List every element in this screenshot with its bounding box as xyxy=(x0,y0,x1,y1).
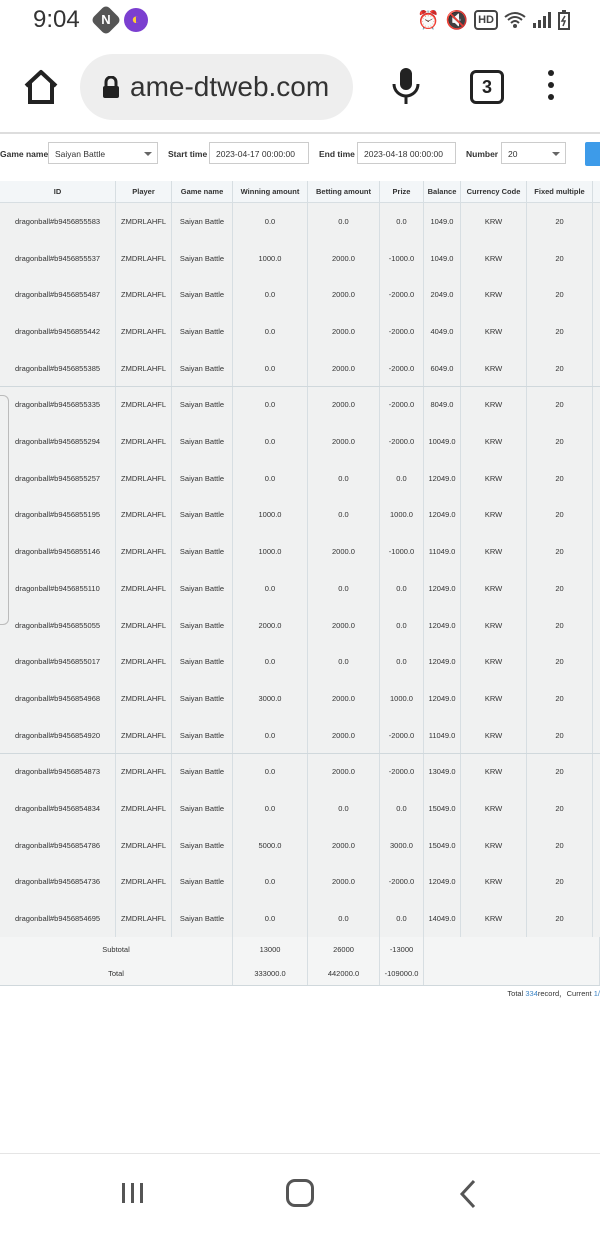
table-row xyxy=(0,350,600,388)
cell-game-name: Saiyan Battle xyxy=(172,240,233,277)
cell-currency-code: KRW xyxy=(461,827,527,864)
cell-balance: 12049.0 xyxy=(424,607,461,644)
cell-balance: 8049.0 xyxy=(424,387,461,424)
table-row xyxy=(0,240,600,278)
cell-currency-code: KRW xyxy=(461,790,527,827)
cell-id: dragonball#b9456855146 xyxy=(0,533,116,570)
cell-prize: -2000.0 xyxy=(380,754,424,791)
end-time-input[interactable]: 2023-04-18 00:00:00 xyxy=(357,142,456,164)
cell-prize: -2000.0 xyxy=(380,350,424,387)
cell-fixed-multiple: 20 xyxy=(527,387,593,424)
browser-toolbar xyxy=(0,42,600,132)
cell-betting-amount: 0.0 xyxy=(308,460,380,497)
cell-prize: -2000.0 xyxy=(380,864,424,901)
table-row xyxy=(0,864,600,902)
cell-player: ZMDRLAHFL xyxy=(116,790,172,827)
cell-currency-code: KRW xyxy=(461,900,527,937)
cell-player: ZMDRLAHFL xyxy=(116,680,172,717)
cell-player: ZMDRLAHFL xyxy=(116,533,172,570)
cell-prize: -1000.0 xyxy=(380,240,424,277)
cell-fixed-multiple: 20 xyxy=(527,790,593,827)
cell-balance: 15049.0 xyxy=(424,827,461,864)
cell-winning-amount: 3000.0 xyxy=(233,680,308,717)
cell-player: ZMDRLAHFL xyxy=(116,203,172,240)
cell-currency-code: KRW xyxy=(461,276,527,313)
cell-id: dragonball#b9456855442 xyxy=(0,313,116,350)
cell-currency-code: KRW xyxy=(461,350,527,387)
cell-prize: 3000.0 xyxy=(380,827,424,864)
cell-balance: 4049.0 xyxy=(424,313,461,350)
number-select[interactable]: 20 xyxy=(501,142,566,164)
cell-prize: -2000.0 xyxy=(380,313,424,350)
cell-prize: 0.0 xyxy=(380,900,424,937)
start-time-input[interactable]: 2023-04-17 00:00:00 xyxy=(209,142,309,164)
cell-fixed-multiple: 20 xyxy=(527,423,593,460)
cell-currency-code: KRW xyxy=(461,754,527,791)
table-header xyxy=(0,181,600,203)
cell-fixed-multiple: 20 xyxy=(527,350,593,387)
header-betting-amount: Betting amount xyxy=(308,181,380,202)
start-time-label: Start time xyxy=(168,149,208,159)
table-row xyxy=(0,313,600,351)
cell-balance: 2049.0 xyxy=(424,276,461,313)
cell-currency-code: KRW xyxy=(461,680,527,717)
cell-winning-amount: 0.0 xyxy=(233,350,308,387)
cell-id: dragonball#b9456855583 xyxy=(0,203,116,240)
cell-game-name: Saiyan Battle xyxy=(172,387,233,424)
search-button[interactable] xyxy=(585,142,600,166)
cell-id: dragonball#b9456854736 xyxy=(0,864,116,901)
cell-currency-code: KRW xyxy=(461,533,527,570)
subtotal-label: Subtotal xyxy=(0,937,233,961)
cell-prize: -2000.0 xyxy=(380,423,424,460)
cell-fixed-multiple: 20 xyxy=(527,827,593,864)
cell-prize: 0.0 xyxy=(380,607,424,644)
cell-player: ZMDRLAHFL xyxy=(116,570,172,607)
cell-game-name: Saiyan Battle xyxy=(172,754,233,791)
game-name-select[interactable]: Saiyan Battle xyxy=(48,142,158,164)
cell-betting-amount: 2000.0 xyxy=(308,533,380,570)
game-name-label: Game name xyxy=(0,149,49,159)
cell-player: ZMDRLAHFL xyxy=(116,497,172,534)
cell-game-name: Saiyan Battle xyxy=(172,276,233,313)
cell-betting-amount: 2000.0 xyxy=(308,607,380,644)
url-text: ame-dtweb.com xyxy=(130,71,330,102)
cell-balance: 1049.0 xyxy=(424,240,461,277)
cell-balance: 12049.0 xyxy=(424,570,461,607)
cell-winning-amount: 1000.0 xyxy=(233,533,308,570)
total-prize: -109000.0 xyxy=(380,961,424,985)
scroll-handle[interactable] xyxy=(0,395,9,625)
cell-betting-amount: 0.0 xyxy=(308,203,380,240)
cell-betting-amount: 2000.0 xyxy=(308,864,380,901)
chevron-down-icon xyxy=(144,152,152,156)
subtotal-betting: 26000 xyxy=(308,937,380,961)
cell-fixed-multiple: 20 xyxy=(527,276,593,313)
address-bar[interactable] xyxy=(80,54,353,120)
cell-currency-code: KRW xyxy=(461,497,527,534)
table-row xyxy=(0,900,600,938)
cell-fixed-multiple: 20 xyxy=(527,643,593,680)
cell-balance: 15049.0 xyxy=(424,790,461,827)
cell-id: dragonball#b9456855017 xyxy=(0,643,116,680)
alarm-icon: ⏰ xyxy=(417,9,440,30)
cell-currency-code: KRW xyxy=(461,643,527,680)
cell-betting-amount: 2000.0 xyxy=(308,423,380,460)
cell-game-name: Saiyan Battle xyxy=(172,680,233,717)
cell-id: dragonball#b9456854834 xyxy=(0,790,116,827)
cell-winning-amount: 2000.0 xyxy=(233,607,308,644)
cell-game-name: Saiyan Battle xyxy=(172,790,233,827)
header-game-name: Game name xyxy=(172,181,233,202)
cell-betting-amount: 2000.0 xyxy=(308,350,380,387)
cell-winning-amount: 0.0 xyxy=(233,900,308,937)
cell-betting-amount: 0.0 xyxy=(308,570,380,607)
tab-switcher-button[interactable]: 3 xyxy=(470,70,504,104)
status-time: 9:04 xyxy=(33,6,80,33)
cell-prize: 0.0 xyxy=(380,790,424,827)
cell-fixed-multiple: 20 xyxy=(527,497,593,534)
table-row xyxy=(0,533,600,571)
cell-id: dragonball#b9456855257 xyxy=(0,460,116,497)
cell-betting-amount: 2000.0 xyxy=(308,276,380,313)
cell-game-name: Saiyan Battle xyxy=(172,350,233,387)
cell-fixed-multiple: 20 xyxy=(527,203,593,240)
cell-player: ZMDRLAHFL xyxy=(116,313,172,350)
app-notification-icon: ◐ xyxy=(124,8,148,32)
cell-fixed-multiple: 20 xyxy=(527,864,593,901)
cell-balance: 12049.0 xyxy=(424,497,461,534)
table-row xyxy=(0,643,600,681)
header-id: ID xyxy=(0,181,116,202)
cell-id: dragonball#b9456855055 xyxy=(0,607,116,644)
cell-prize: 0.0 xyxy=(380,643,424,680)
cell-currency-code: KRW xyxy=(461,423,527,460)
cell-player: ZMDRLAHFL xyxy=(116,607,172,644)
table-row xyxy=(0,460,600,498)
chevron-down-icon xyxy=(552,152,560,156)
mute-icon: 🔇 xyxy=(445,9,469,30)
header-currency-code: Currency Code xyxy=(461,181,527,202)
cell-currency-code: KRW xyxy=(461,387,527,424)
cell-winning-amount: 1000.0 xyxy=(233,497,308,534)
cell-id: dragonball#b9456855294 xyxy=(0,423,116,460)
cell-winning-amount: 0.0 xyxy=(233,203,308,240)
divider xyxy=(0,132,600,134)
cell-balance: 12049.0 xyxy=(424,460,461,497)
cell-winning-amount: 0.0 xyxy=(233,387,308,424)
back-icon[interactable] xyxy=(458,1179,478,1209)
total-betting: 442000.0 xyxy=(308,961,380,985)
cell-balance: 11049.0 xyxy=(424,717,461,754)
cell-fixed-multiple: 20 xyxy=(527,570,593,607)
cell-fixed-multiple: 20 xyxy=(527,754,593,791)
cell-prize: -2000.0 xyxy=(380,717,424,754)
system-nav-bar xyxy=(0,1153,600,1234)
cell-game-name: Saiyan Battle xyxy=(172,203,233,240)
cell-balance: 10049.0 xyxy=(424,423,461,460)
table-row xyxy=(0,717,600,755)
subtotal-row xyxy=(0,937,600,962)
cell-winning-amount: 0.0 xyxy=(233,313,308,350)
cell-currency-code: KRW xyxy=(461,864,527,901)
cell-player: ZMDRLAHFL xyxy=(116,827,172,864)
hd-icon: HD xyxy=(474,10,498,30)
cell-player: ZMDRLAHFL xyxy=(116,900,172,937)
cell-player: ZMDRLAHFL xyxy=(116,276,172,313)
cell-player: ZMDRLAHFL xyxy=(116,717,172,754)
cell-id: dragonball#b9456855537 xyxy=(0,240,116,277)
cell-game-name: Saiyan Battle xyxy=(172,313,233,350)
home-icon[interactable] xyxy=(22,68,60,106)
cell-prize: -2000.0 xyxy=(380,276,424,313)
signal-icon xyxy=(532,11,552,29)
cell-winning-amount: 0.0 xyxy=(233,754,308,791)
cell-player: ZMDRLAHFL xyxy=(116,240,172,277)
cell-betting-amount: 2000.0 xyxy=(308,680,380,717)
cell-game-name: Saiyan Battle xyxy=(172,533,233,570)
cell-id: dragonball#b9456854968 xyxy=(0,680,116,717)
cell-player: ZMDRLAHFL xyxy=(116,754,172,791)
cell-game-name: Saiyan Battle xyxy=(172,497,233,534)
cell-fixed-multiple: 20 xyxy=(527,313,593,350)
table-row xyxy=(0,680,600,718)
cell-player: ZMDRLAHFL xyxy=(116,423,172,460)
cell-player: ZMDRLAHFL xyxy=(116,350,172,387)
cell-betting-amount: 2000.0 xyxy=(308,754,380,791)
cell-prize: -2000.0 xyxy=(380,387,424,424)
subtotal-empty xyxy=(424,937,600,961)
cell-game-name: Saiyan Battle xyxy=(172,900,233,937)
cell-currency-code: KRW xyxy=(461,570,527,607)
recent-apps-icon[interactable] xyxy=(120,1180,146,1206)
cell-winning-amount: 1000.0 xyxy=(233,240,308,277)
cell-game-name: Saiyan Battle xyxy=(172,864,233,901)
subtotal-prize: -13000 xyxy=(380,937,424,961)
cell-prize: 0.0 xyxy=(380,460,424,497)
cell-winning-amount: 0.0 xyxy=(233,570,308,607)
cell-prize: 0.0 xyxy=(380,203,424,240)
table-row xyxy=(0,607,600,645)
cell-betting-amount: 0.0 xyxy=(308,900,380,937)
cell-fixed-multiple: 20 xyxy=(527,680,593,717)
total-row xyxy=(0,961,600,986)
cell-balance: 13049.0 xyxy=(424,754,461,791)
mic-icon[interactable] xyxy=(390,66,422,106)
total-empty xyxy=(424,961,600,985)
table-row xyxy=(0,203,600,241)
cell-game-name: Saiyan Battle xyxy=(172,570,233,607)
cell-winning-amount: 0.0 xyxy=(233,423,308,460)
cell-id: dragonball#b9456854873 xyxy=(0,754,116,791)
cell-game-name: Saiyan Battle xyxy=(172,607,233,644)
header-player: Player xyxy=(116,181,172,202)
cell-betting-amount: 0.0 xyxy=(308,643,380,680)
header-prize: Prize xyxy=(380,181,424,202)
status-bar xyxy=(0,0,600,42)
cell-currency-code: KRW xyxy=(461,313,527,350)
header-winning-amount: Winning amount xyxy=(233,181,308,202)
cell-betting-amount: 2000.0 xyxy=(308,827,380,864)
cell-fixed-multiple: 20 xyxy=(527,717,593,754)
cell-fixed-multiple: 20 xyxy=(527,607,593,644)
cell-prize: 1000.0 xyxy=(380,497,424,534)
table-row xyxy=(0,790,600,828)
cell-game-name: Saiyan Battle xyxy=(172,423,233,460)
cell-id: dragonball#b9456855335 xyxy=(0,387,116,424)
cell-player: ZMDRLAHFL xyxy=(116,864,172,901)
cell-player: ZMDRLAHFL xyxy=(116,460,172,497)
cell-currency-code: KRW xyxy=(461,607,527,644)
lock-icon xyxy=(102,76,120,98)
cell-balance: 12049.0 xyxy=(424,680,461,717)
cell-id: dragonball#b9456854920 xyxy=(0,717,116,754)
cell-betting-amount: 0.0 xyxy=(308,790,380,827)
cell-id: dragonball#b9456855487 xyxy=(0,276,116,313)
more-menu-icon[interactable] xyxy=(543,70,559,104)
cell-game-name: Saiyan Battle xyxy=(172,460,233,497)
cell-fixed-multiple: 20 xyxy=(527,240,593,277)
cell-fixed-multiple: 20 xyxy=(527,900,593,937)
cell-winning-amount: 0.0 xyxy=(233,864,308,901)
table-row xyxy=(0,423,600,461)
cell-game-name: Saiyan Battle xyxy=(172,643,233,680)
cell-balance: 12049.0 xyxy=(424,643,461,680)
cell-game-name: Saiyan Battle xyxy=(172,827,233,864)
cell-balance: 1049.0 xyxy=(424,203,461,240)
cell-fixed-multiple: 20 xyxy=(527,460,593,497)
number-label: Number xyxy=(466,149,499,159)
cell-id: dragonball#b9456854695 xyxy=(0,900,116,937)
total-label: Total xyxy=(0,961,233,985)
cell-balance: 11049.0 xyxy=(424,533,461,570)
cell-currency-code: KRW xyxy=(461,203,527,240)
cell-balance: 14049.0 xyxy=(424,900,461,937)
cell-id: dragonball#b9456855385 xyxy=(0,350,116,387)
cell-prize: 0.0 xyxy=(380,570,424,607)
cell-winning-amount: 0.0 xyxy=(233,790,308,827)
cell-winning-amount: 5000.0 xyxy=(233,827,308,864)
battery-icon xyxy=(558,10,570,30)
cell-id: dragonball#b9456855110 xyxy=(0,570,116,607)
table-row xyxy=(0,827,600,865)
cell-betting-amount: 2000.0 xyxy=(308,387,380,424)
cell-betting-amount: 0.0 xyxy=(308,497,380,534)
pagination-info: Total 334record，Current 1/ xyxy=(507,989,600,998)
filter-bar xyxy=(0,140,600,168)
cell-betting-amount: 2000.0 xyxy=(308,313,380,350)
cell-winning-amount: 0.0 xyxy=(233,460,308,497)
wifi-icon xyxy=(504,11,526,29)
cell-currency-code: KRW xyxy=(461,240,527,277)
home-nav-icon[interactable] xyxy=(286,1179,314,1207)
table-row xyxy=(0,497,600,535)
header-balance: Balance xyxy=(424,181,461,202)
cell-currency-code: KRW xyxy=(461,460,527,497)
system-icons xyxy=(417,8,570,32)
cell-betting-amount: 2000.0 xyxy=(308,717,380,754)
cell-winning-amount: 0.0 xyxy=(233,276,308,313)
subtotal-winning: 13000 xyxy=(233,937,308,961)
cell-id: dragonball#b9456855195 xyxy=(0,497,116,534)
cell-winning-amount: 0.0 xyxy=(233,643,308,680)
cell-winning-amount: 0.0 xyxy=(233,717,308,754)
end-time-label: End time xyxy=(319,149,355,159)
table-row xyxy=(0,387,600,425)
header-fixed-multiple: Fixed multiple xyxy=(527,181,593,202)
total-winning: 333000.0 xyxy=(233,961,308,985)
cell-prize: -1000.0 xyxy=(380,533,424,570)
cell-balance: 12049.0 xyxy=(424,864,461,901)
cell-game-name: Saiyan Battle xyxy=(172,717,233,754)
table-row xyxy=(0,570,600,608)
cell-balance: 6049.0 xyxy=(424,350,461,387)
cell-currency-code: KRW xyxy=(461,717,527,754)
table-row xyxy=(0,276,600,314)
cell-id: dragonball#b9456854786 xyxy=(0,827,116,864)
cell-betting-amount: 2000.0 xyxy=(308,240,380,277)
cell-player: ZMDRLAHFL xyxy=(116,387,172,424)
cell-player: ZMDRLAHFL xyxy=(116,643,172,680)
n-notification-icon: N xyxy=(90,4,121,35)
table-row xyxy=(0,754,600,792)
cell-prize: 1000.0 xyxy=(380,680,424,717)
cell-fixed-multiple: 20 xyxy=(527,533,593,570)
